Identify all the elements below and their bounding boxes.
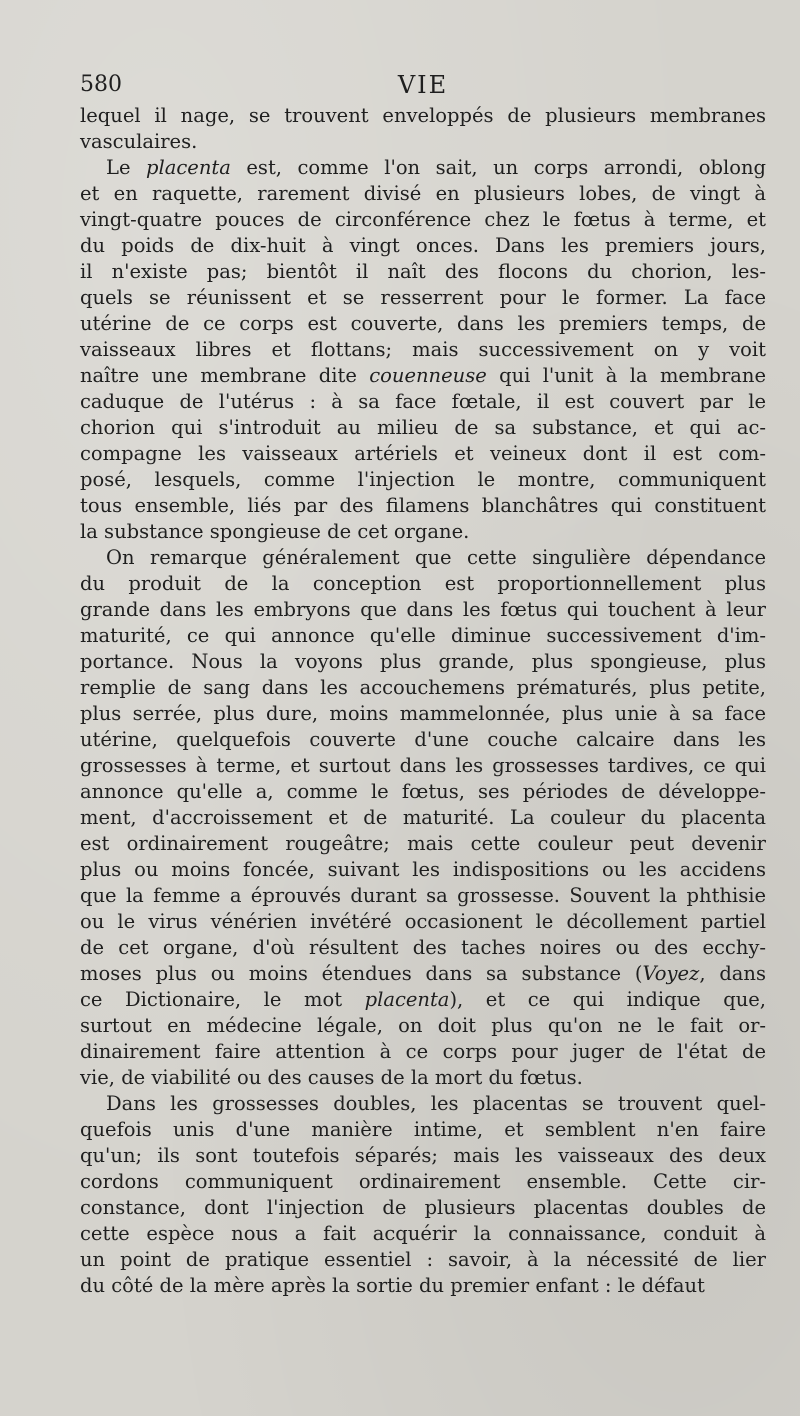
text-line: il n'existe pas; bientôt il naît des flocons du chorion, les- — [80, 260, 766, 283]
text-line: quels se réunissent et se resserrent pour le former. La face — [80, 286, 766, 309]
text-line: dinairement faire attention à ce corps pour juger de l'état de — [80, 1040, 766, 1063]
text-line: On remarque généralement que cette singulière dépendance — [106, 546, 766, 569]
text-line: quefois unis d'une manière intime, et semblent n'en faire — [80, 1118, 766, 1141]
text-line: portance. Nous la voyons plus grande, plus spongieuse, plus — [80, 650, 766, 673]
text-line: constance, dont l'injection de plusieurs placentas doubles de — [80, 1196, 766, 1219]
running-head: VIE — [397, 71, 449, 99]
text-line: lequel il nage, se trouvent enveloppés de plusieurs membranes — [80, 104, 766, 127]
paragraph — [80, 155, 766, 545]
text-line: plus ou moins foncée, suivant les indispositions ou les accidens — [80, 858, 766, 881]
text-line: Le placenta est, comme l'on sait, un corps arrondi, oblong — [106, 156, 766, 179]
page-number: 580 — [80, 72, 122, 97]
paragraph — [80, 545, 766, 1091]
text-line: ce Dictionaire, le mot placenta), et ce qui indique que, — [80, 988, 766, 1011]
text-line: vingt-quatre pouces de circonférence chez le fœtus à terme, et — [80, 208, 766, 231]
text-line: grande dans les embryons que dans les fœtus qui touchent à leur — [80, 598, 766, 621]
text-line: vaisseaux libres et flottans; mais successivement on y voit — [80, 338, 766, 361]
text-line: vasculaires. — [80, 130, 198, 153]
text-line: de cet organe, d'où résultent des taches noires ou des ecchy- — [80, 936, 766, 959]
text-line: vie, de viabilité ou des causes de la mort du fœtus. — [80, 1066, 583, 1089]
text-line: compagne les vaisseaux artériels et veineux dont il est com- — [80, 442, 766, 465]
text-line: posé, lesquels, comme l'injection le montre, communiquent — [80, 468, 766, 491]
text-line: plus serrée, plus dure, moins mammelonnée, plus unie à sa face — [80, 702, 766, 725]
text-line: Dans les grossesses doubles, les placentas se trouvent quel- — [106, 1092, 766, 1115]
text-line: et en raquette, rarement divisé en plusieurs lobes, de vingt à — [80, 182, 766, 205]
text-line: maturité, ce qui annonce qu'elle diminue successivement d'im- — [80, 624, 766, 647]
text-line: cette espèce nous a fait acquérir la connaissance, conduit à — [80, 1222, 766, 1245]
text-line: du produit de la conception est proportionnellement plus — [80, 572, 766, 595]
paragraph — [80, 1091, 766, 1299]
text-line: surtout en médecine légale, on doit plus qu'on ne le fait or- — [80, 1014, 766, 1037]
text-line: remplie de sang dans les accouchemens prématurés, plus petite, — [80, 676, 766, 699]
italic-term: Voyez — [642, 962, 700, 985]
text-line: ment, d'accroissement et de maturité. La couleur du placenta — [80, 806, 766, 829]
italic-term: couenneuse — [369, 364, 487, 387]
text-line: ou le virus vénérien invétéré occasionent le décollement partiel — [80, 910, 766, 933]
text-line: qu'un; ils sont toutefois séparés; mais les vaisseaux des deux — [80, 1144, 766, 1167]
text-line: chorion qui s'introduit au milieu de sa substance, et qui ac- — [80, 416, 766, 439]
text-line: annonce qu'elle a, comme le fœtus, ses périodes de développe- — [80, 780, 766, 803]
text-line: est ordinairement rougeâtre; mais cette couleur peut devenir — [80, 832, 766, 855]
text-line: moses plus ou moins étendues dans sa substance (Voyez, dans — [80, 962, 766, 985]
text-line: un point de pratique essentiel : savoir, à la nécessité de lier — [80, 1248, 766, 1271]
text-line: que la femme a éprouvés durant sa grossesse. Souvent la phthisie — [80, 884, 766, 907]
text-line: tous ensemble, liés par des filamens blanchâtres qui constituent — [80, 494, 766, 517]
text-line: grossesses à terme, et surtout dans les grossesses tardives, ce qui — [80, 754, 766, 777]
body-text — [80, 103, 766, 1299]
text-line: du poids de dix-huit à vingt onces. Dans les premiers jours, — [80, 234, 766, 257]
text-line: du côté de la mère après la sortie du premier enfant : le défaut — [80, 1274, 705, 1297]
italic-term: placenta — [364, 988, 450, 1011]
text-line: caduque de l'utérus : à sa face fœtale, il est couvert par le — [80, 390, 766, 413]
page-header — [80, 70, 766, 104]
text-line: la substance spongieuse de cet organe. — [80, 520, 470, 543]
text-line: utérine de ce corps est couverte, dans les premiers temps, de — [80, 312, 766, 335]
text-line: naître une membrane dite couenneuse qui l'unit à la membrane — [80, 364, 766, 387]
italic-term: placenta — [146, 156, 231, 179]
text-line: utérine, quelquefois couverte d'une couche calcaire dans les — [80, 728, 766, 751]
text-line: cordons communiquent ordinairement ensemble. Cette cir- — [80, 1170, 766, 1193]
paragraph — [80, 103, 766, 155]
